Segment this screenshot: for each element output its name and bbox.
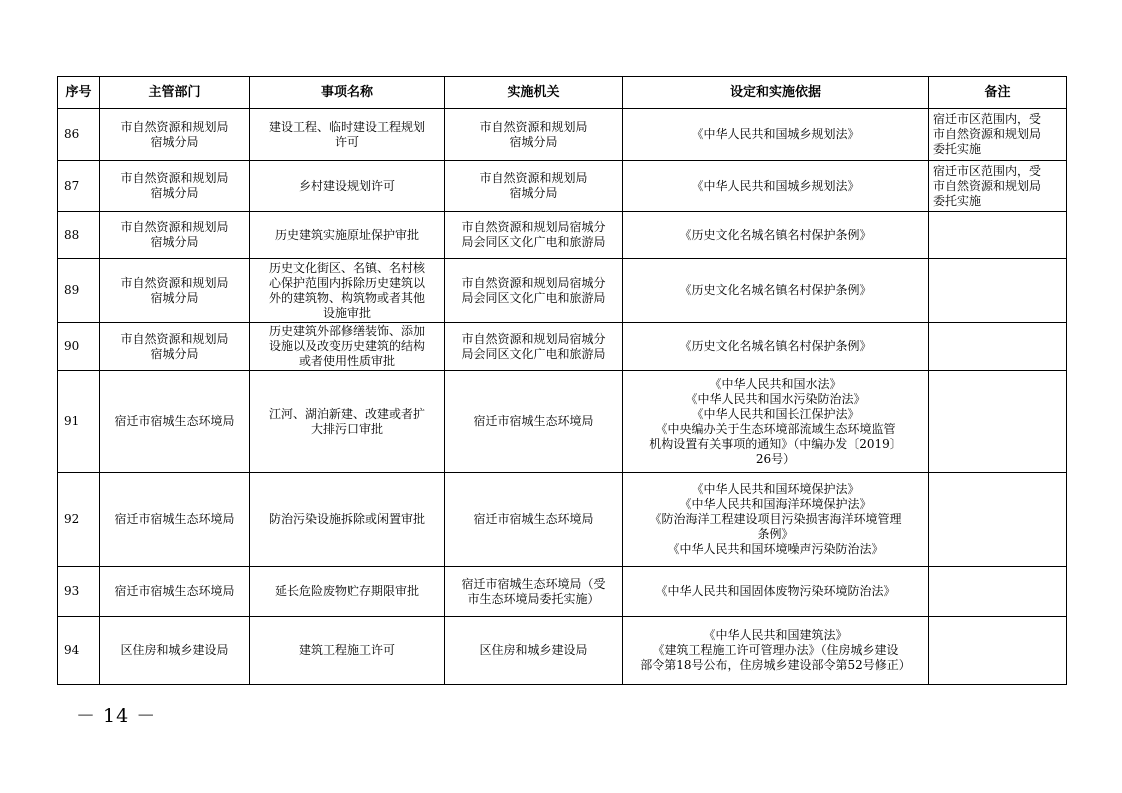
row-basis: 《历史文化名城名镇名村保护条例》 — [623, 323, 929, 371]
table-row — [58, 567, 1067, 617]
row-agency: 区住房和城乡建设局 — [445, 617, 623, 685]
row-item: 历史文化街区、名镇、名村核 心保护范围内拆除历史建筑以 外的建筑物、构筑物或者其他 设施审批 — [250, 259, 445, 323]
row-item: 历史建筑实施原址保护审批 — [250, 212, 445, 259]
row-basis: 《中华人民共和国环境保护法》 《中华人民共和国海洋环境保护法》 《防治海洋工程建设项目污染损害海洋环境管理 条例》 《中华人民共和国环境噪声污染防治法》 — [623, 473, 929, 567]
row-basis: 《中华人民共和国城乡规划法》 — [623, 161, 929, 212]
row-note: 宿迁市区范围内，受 市自然资源和规划局 委托实施 — [929, 109, 1067, 161]
row-index: 88 — [58, 212, 100, 259]
header-item: 事项名称 — [250, 77, 445, 109]
header-agency: 实施机关 — [445, 77, 623, 109]
table-row — [58, 212, 1067, 259]
header-index: 序号 — [58, 77, 100, 109]
row-basis: 《中华人民共和国城乡规划法》 — [623, 109, 929, 161]
row-agency: 市自然资源和规划局宿城分 局会同区文化广电和旅游局 — [445, 212, 623, 259]
row-item: 防治污染设施拆除或闲置审批 — [250, 473, 445, 567]
table-row — [58, 473, 1067, 567]
table-row — [58, 259, 1067, 323]
row-basis: 《中华人民共和国建筑法》 《建筑工程施工许可管理办法》（住房城乡建设 部令第18号公布，住房城乡建设部令第52号修正） — [623, 617, 929, 685]
row-agency: 宿迁市宿城生态环境局（受 市生态环境局委托实施） — [445, 567, 623, 617]
row-note — [929, 473, 1067, 567]
row-index: 91 — [58, 371, 100, 473]
row-agency: 市自然资源和规划局宿城分 局会同区文化广电和旅游局 — [445, 323, 623, 371]
row-item: 乡村建设规划许可 — [250, 161, 445, 212]
page-number: － 14 － — [76, 705, 157, 727]
row-index: 90 — [58, 323, 100, 371]
row-dept: 市自然资源和规划局 宿城分局 — [100, 323, 250, 371]
table-row — [58, 371, 1067, 473]
row-index: 92 — [58, 473, 100, 567]
row-dept: 市自然资源和规划局 宿城分局 — [100, 212, 250, 259]
row-agency: 市自然资源和规划局宿城分 局会同区文化广电和旅游局 — [445, 259, 623, 323]
row-note — [929, 259, 1067, 323]
row-dept: 区住房和城乡建设局 — [100, 617, 250, 685]
row-basis: 《中华人民共和国水法》 《中华人民共和国水污染防治法》 《中华人民共和国长江保护法》 《中央编办关于生态环境部流域生态环境监管 机构设置有关事项的通知》（中编办发〔2019〕 26号） — [623, 371, 929, 473]
header-row — [58, 77, 1067, 109]
row-agency: 宿迁市宿城生态环境局 — [445, 473, 623, 567]
table-row — [58, 161, 1067, 212]
row-basis: 《历史文化名城名镇名村保护条例》 — [623, 259, 929, 323]
row-dept: 宿迁市宿城生态环境局 — [100, 371, 250, 473]
row-note — [929, 371, 1067, 473]
item-table — [57, 76, 1067, 685]
row-item: 延长危险废物贮存期限审批 — [250, 567, 445, 617]
table-row — [58, 617, 1067, 685]
row-item: 建设工程、临时建设工程规划 许可 — [250, 109, 445, 161]
header-basis: 设定和实施依据 — [623, 77, 929, 109]
row-item: 历史建筑外部修缮装饰、添加 设施以及改变历史建筑的结构 或者使用性质审批 — [250, 323, 445, 371]
row-index: 89 — [58, 259, 100, 323]
row-item: 江河、湖泊新建、改建或者扩 大排污口审批 — [250, 371, 445, 473]
row-dept: 宿迁市宿城生态环境局 — [100, 473, 250, 567]
row-dept: 市自然资源和规划局 宿城分局 — [100, 109, 250, 161]
row-index: 86 — [58, 109, 100, 161]
row-note — [929, 567, 1067, 617]
row-dept: 市自然资源和规划局 宿城分局 — [100, 259, 250, 323]
row-note: 宿迁市区范围内，受 市自然资源和规划局 委托实施 — [929, 161, 1067, 212]
table-row — [58, 109, 1067, 161]
row-agency: 市自然资源和规划局 宿城分局 — [445, 109, 623, 161]
row-index: 93 — [58, 567, 100, 617]
row-agency: 市自然资源和规划局 宿城分局 — [445, 161, 623, 212]
table-row — [58, 323, 1067, 371]
row-index: 87 — [58, 161, 100, 212]
row-dept: 市自然资源和规划局 宿城分局 — [100, 161, 250, 212]
row-basis: 《历史文化名城名镇名村保护条例》 — [623, 212, 929, 259]
row-agency: 宿迁市宿城生态环境局 — [445, 371, 623, 473]
row-note — [929, 323, 1067, 371]
header-note: 备注 — [929, 77, 1067, 109]
row-note — [929, 617, 1067, 685]
row-dept: 宿迁市宿城生态环境局 — [100, 567, 250, 617]
row-basis: 《中华人民共和国固体废物污染环境防治法》 — [623, 567, 929, 617]
row-item: 建筑工程施工许可 — [250, 617, 445, 685]
header-dept: 主管部门 — [100, 77, 250, 109]
row-note — [929, 212, 1067, 259]
row-index: 94 — [58, 617, 100, 685]
